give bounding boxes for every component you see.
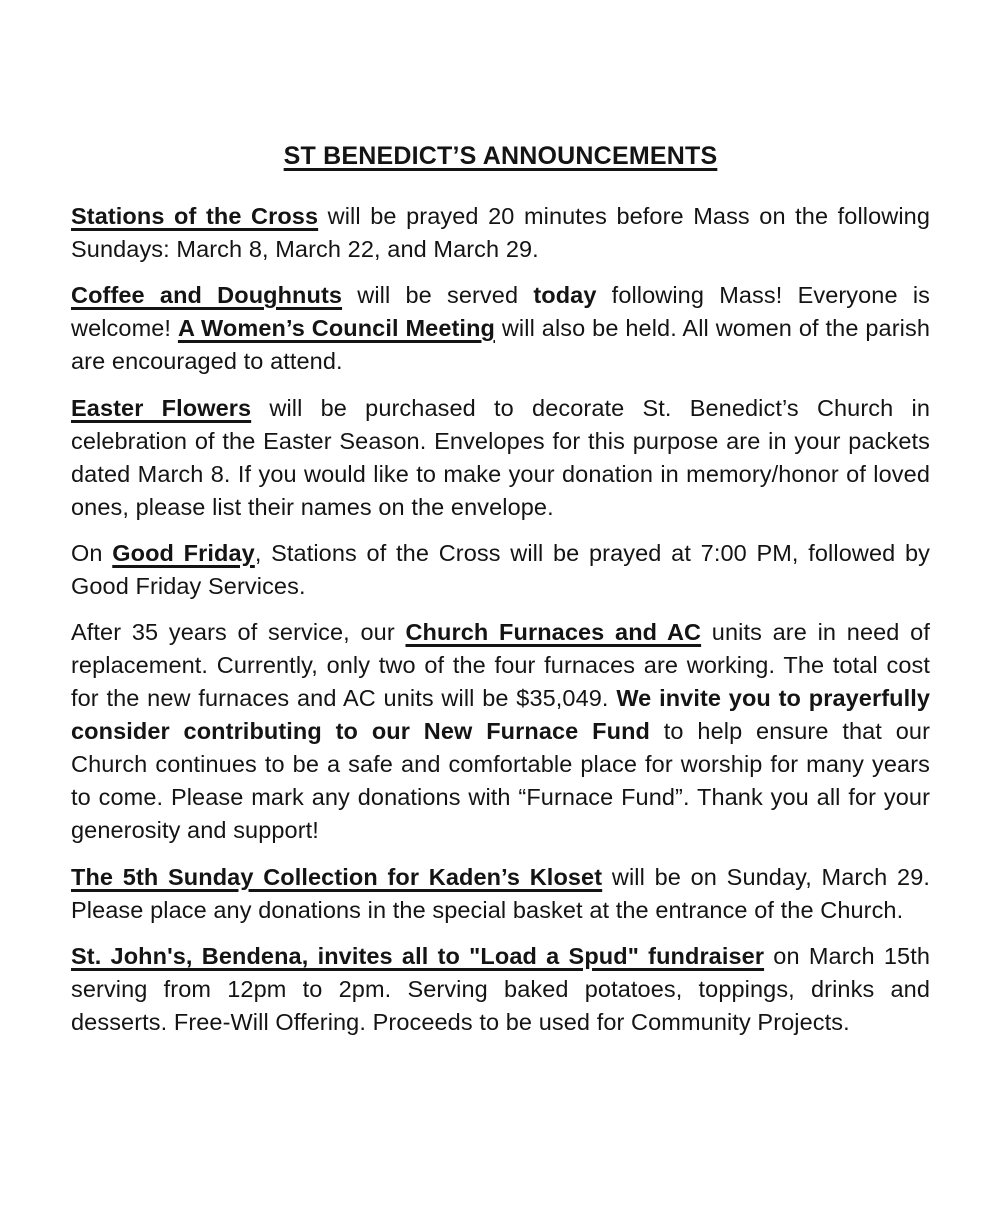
paragraph-fifth-sunday-collection (71, 861, 930, 927)
document-title: ST BENEDICT’S ANNOUNCEMENTS (283, 142, 718, 170)
text-run: will be prayed 20 minutes before Mass on the following Sundays: March 8, March 22, and March 29. (71, 203, 930, 262)
text-run: following Mass! Everyone is welcome! (71, 282, 930, 341)
paragraph-stations-of-the-cross (71, 200, 930, 266)
emphasis-run: The 5th Sunday Collection for Kaden’s Kloset (71, 864, 603, 890)
text-run: After 35 years of service, our (71, 619, 406, 645)
paragraph-easter-flowers (71, 392, 930, 524)
emphasis-run: A Women’s Council Meeting (177, 315, 495, 341)
emphasis-run: Church Furnaces and AC (405, 619, 702, 645)
emphasis-run: We invite you to prayerfully consider contributing to our New Furnace Fund (71, 685, 931, 744)
text-run: On (71, 540, 113, 566)
text-run: , Stations of the Cross will be prayed at 7:00 PM, followed by Good Friday Services. (71, 540, 930, 599)
emphasis-run: Coffee and Doughnuts (71, 282, 343, 308)
text-run: units are in need of replacement. Currently, only two of the four furnaces are working. The total cost for the new furnaces and AC units will be $35,049. (71, 619, 930, 711)
emphasis-run: today (533, 282, 597, 308)
paragraph-coffee-and-doughnuts (71, 279, 930, 378)
text-run: on March 15th serving from 12pm to 2pm. Serving baked potatoes, toppings, drinks and desserts. Free-Will Offering. Proceeds to be used for Community Projects. (71, 943, 930, 1035)
document-body (71, 200, 930, 1039)
paragraph-load-a-spud-fundraiser (71, 940, 930, 1039)
text-run: will be served (342, 282, 534, 308)
text-run: to help ensure that our Church continues to be a safe and comfortable place for worship for many years to come. Please mark any donations with “Furnace Fund”. Thank you all for your generosity and support! (71, 718, 930, 843)
text-run: will also be held. All women of the parish are encouraged to attend. (71, 315, 930, 374)
emphasis-run: Good Friday (112, 540, 255, 566)
emphasis-run: St. John's, Bendena, invites all to "Load a Spud" fundraiser (71, 943, 765, 969)
paragraph-good-friday (71, 537, 930, 603)
emphasis-run: Stations of the Cross (71, 203, 319, 229)
text-run: will be purchased to decorate St. Benedict’s Church in celebration of the Easter Season. Envelopes for this purpose are in your packets dated March 8. If you would like to make your donation in memory/honor of loved ones, please list their names on the envelope. (71, 395, 930, 520)
text-run: will be on Sunday, March 29. Please place any donations in the special basket at the entrance of the Church. (71, 864, 931, 923)
emphasis-run: Easter Flowers (71, 395, 252, 421)
paragraph-church-furnaces-and-ac (71, 616, 930, 847)
